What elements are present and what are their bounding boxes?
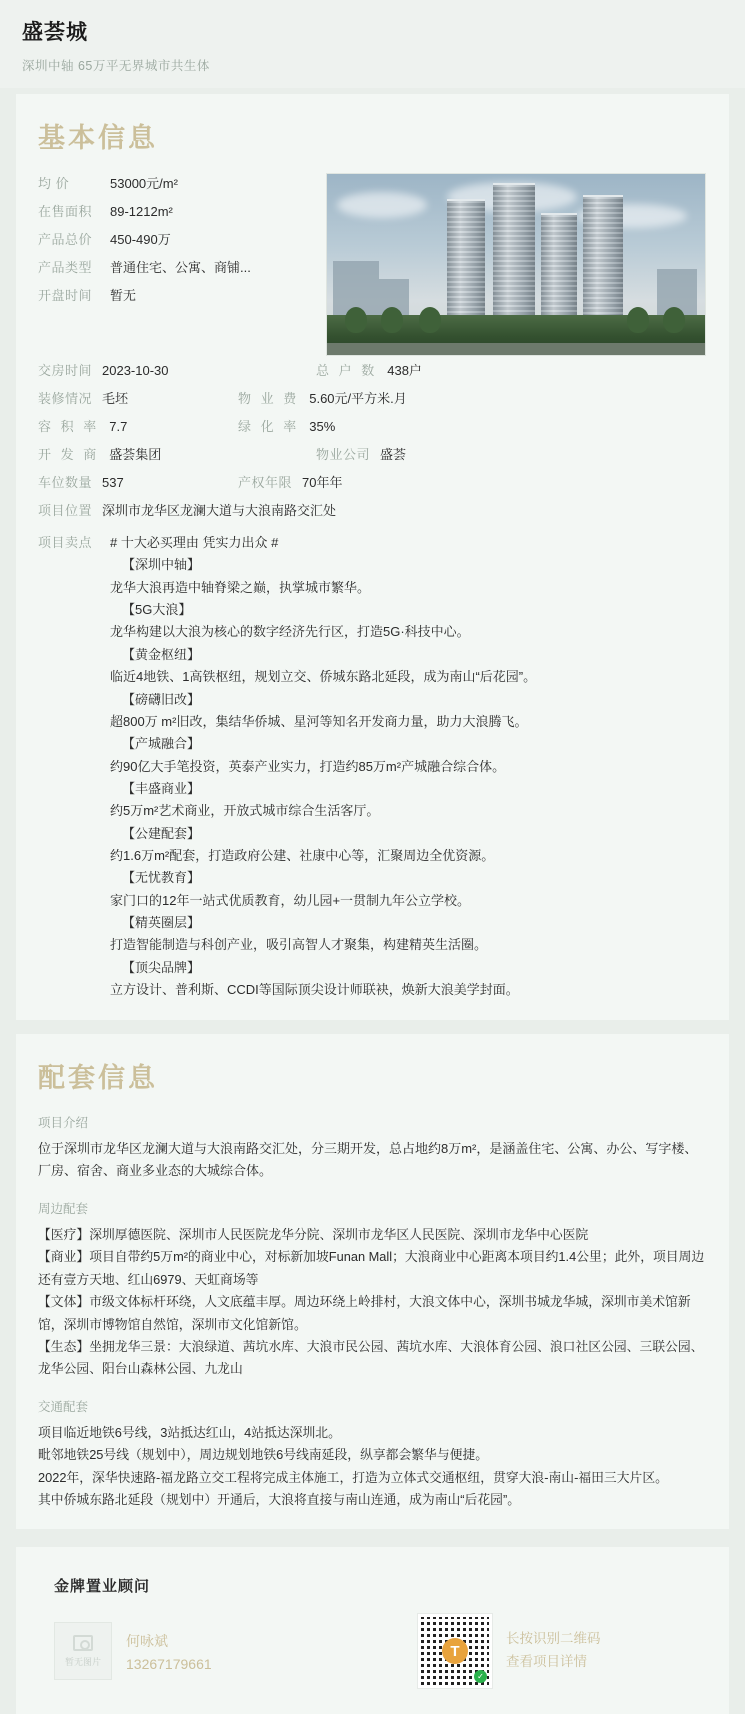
spec-label: 产品类型 (38, 260, 93, 275)
grid-item (316, 444, 516, 463)
point-tag: 【顶尖品牌】 (122, 959, 201, 975)
spec-value: 89-1212m² (110, 204, 173, 219)
point-text: 龙华构建以大浪为核心的数字经济先行区，打造5G·科技中心。 (110, 624, 470, 640)
point-text: 临近4地铁、1高铁枢纽，规划立交、侨城东路北延段，成为南山“后花园”。 (110, 669, 537, 685)
tower-shape (583, 195, 623, 317)
around-label: 周边配套 (38, 1202, 89, 1217)
selling-points-body (110, 532, 536, 1002)
grid-item (38, 500, 438, 519)
grid-label: 物 业 费 (238, 391, 300, 406)
grid-label: 产权年限 (238, 475, 293, 490)
qr-line-2: 查看项目详情 (506, 1654, 587, 1670)
around-item: 【医疗】深圳厚德医院、深圳市人民医院龙华分院、深圳市龙华区人民医院、深圳市龙华中心医院 (38, 1227, 589, 1243)
spec-value: 450-490万 (110, 232, 171, 247)
basic-spec-list (38, 173, 316, 313)
agent-footer (16, 1547, 729, 1714)
tower-shape (493, 183, 535, 317)
basic-info-card (16, 94, 729, 1020)
point-tag: 【产城融合】 (122, 736, 201, 752)
spec-row (38, 173, 316, 192)
traffic-item: 项目临近地铁6号线，3站抵达红山，4站抵达深圳北。 (38, 1424, 341, 1440)
image-icon (73, 1635, 93, 1651)
basic-top-row (38, 173, 707, 356)
section-divider (0, 1529, 745, 1537)
spec-row (38, 285, 316, 304)
grid-item (238, 416, 438, 435)
grid-value: 2023-10-30 (102, 363, 169, 378)
grid-label: 交房时间 (38, 363, 93, 378)
grid-label: 总 户 数 (316, 363, 378, 378)
point-text: 约5万m²艺术商业，开放式城市综合生活客厅。 (110, 803, 380, 819)
spec-row (38, 201, 316, 220)
basic-info-title: 基本信息 (38, 123, 158, 153)
point-text: 家门口的12年一站式优质教育，幼儿园+一贯制九年公立学校。 (110, 892, 471, 908)
point-tag: 【黄金枢纽】 (122, 646, 201, 662)
agent-block[interactable] (38, 1622, 418, 1680)
road-shape (327, 343, 705, 355)
grid-value: 537 (102, 475, 124, 490)
point-tag: 【无忧教育】 (122, 870, 201, 886)
tree-shape (419, 307, 441, 333)
grid-item (238, 388, 516, 407)
agent-section-title: 金牌置业顾问 (54, 1578, 151, 1596)
grid-label: 开 发 商 (38, 447, 100, 462)
grid-item (238, 472, 516, 491)
intro-label: 项目介绍 (38, 1115, 89, 1130)
grid-label: 容 积 率 (38, 419, 100, 434)
qr-code-icon[interactable] (418, 1614, 492, 1688)
grid-value: 70年年 (302, 475, 343, 490)
grid-value: 盛荟集团 (109, 447, 162, 462)
grid-value: 7.7 (109, 419, 128, 434)
traffic-item: 2022年，深华快速路-福龙路立交工程将完成主体施工，打造为立体式交通枢纽，贯穿大浪-南山-福田三大片区。 (38, 1469, 668, 1485)
qr-text (506, 1628, 601, 1674)
grid-item (38, 416, 238, 435)
agent-info (126, 1631, 212, 1672)
spec-value: 暂无 (110, 288, 137, 303)
agent-name: 何咏斌 (126, 1632, 168, 1649)
facility-card (16, 1034, 729, 1530)
page-title: 盛荟城 (22, 21, 88, 44)
basic-grid (38, 360, 707, 528)
grid-label: 项目位置 (38, 503, 93, 518)
page-subtitle: 深圳中轴 65万平无界城市共生体 (22, 59, 210, 73)
selling-points-label: 项目卖点 (38, 535, 93, 550)
point-text: 约90亿大手笔投资，英泰产业实力，打造约85万m²产城融合综合体。 (110, 758, 506, 774)
point-tag: 【精英圈层】 (122, 915, 201, 931)
point-tag: 【5G大浪】 (122, 602, 192, 618)
point-text: 龙华大浪再造中轴脊梁之巅，执掌城市繁华。 (110, 579, 371, 595)
grid-item (38, 444, 316, 463)
project-photo (326, 173, 706, 356)
point-tag: 【公建配套】 (122, 825, 201, 841)
tower-shape (447, 199, 485, 317)
traffic-label: 交通配套 (38, 1399, 89, 1414)
point-tag: 【深圳中轴】 (122, 557, 201, 573)
point-text: 打造智能制造与科创产业，吸引高智人才聚集，构建精英生活圈。 (110, 937, 488, 953)
grid-value: 5.60元/平方米.月 (309, 391, 407, 406)
spec-label: 产品总价 (38, 232, 93, 247)
grid-item (38, 388, 238, 407)
intro-text: 位于深圳市龙华区龙澜大道与大浪南路交汇处，分三期开发，总占地约8万m²，是涵盖住宅、公寓、办公、写字楼、厂房、宿舍、商业多业态的大城综合体。 (38, 1140, 698, 1179)
qr-logo: T (442, 1638, 468, 1664)
traffic-item: 其中侨城东路北延段（规划中）开通后，大浪将直接与南山连通，成为南山“后花园”。 (38, 1491, 521, 1507)
tree-shape (381, 307, 403, 333)
grid-value: 深圳市龙华区龙澜大道与大浪南路交汇处 (102, 503, 337, 518)
agent-row (38, 1614, 707, 1688)
point-tag: 【磅礴旧改】 (122, 691, 201, 707)
point-text: 立方设计、普利斯、CCDI等国际顶尖设计师联袂，焕新大浪美学封面。 (110, 982, 519, 998)
facility-title: 配套信息 (38, 1062, 158, 1093)
grid-label: 物业公司 (316, 447, 371, 462)
spec-value: 53000元/m² (110, 176, 178, 191)
spec-row (38, 229, 316, 248)
around-item: 【商业】项目自带约5万m²的商业中心，对标新加坡Funan Mall；大浪商业中心距离本项目约1.4公里；此外，项目周边还有壹方天地、红山6979、天虹商场等 (38, 1249, 705, 1287)
agent-phone[interactable]: 13267179661 (126, 1655, 212, 1672)
page-header (0, 0, 745, 88)
around-item: 【生态】坐拥龙华三景：大浪绿道、茜坑水库、大浪市民公园、茜坑水库、大浪体育公园、浪口社区公园、三联公园、龙华公园、阳台山森林公园、九龙山 (38, 1339, 704, 1377)
grid-label: 车位数量 (38, 475, 93, 490)
spec-label: 开盘时间 (38, 288, 93, 303)
point-text: 超800万 m²旧改，集结华侨城、星河等知名开发商力量，助力大浪腾飞。 (110, 713, 528, 729)
qr-line-1: 长按识别二维码 (506, 1631, 601, 1647)
grid-item (316, 360, 516, 379)
qr-block[interactable] (418, 1614, 601, 1688)
grid-value: 35% (309, 419, 336, 434)
grid-value: 盛荟 (380, 447, 407, 462)
around-item: 【文体】市级文体标杆环绕，人文底蕴丰厚。周边环绕上岭排村，大浪文体中心，深圳书城龙华城，深圳市美术馆新馆，深圳市博物馆自然馆，深圳市文化馆新馆。 (38, 1294, 691, 1332)
spec-label: 均 价 (38, 176, 70, 191)
agent-photo-text: 暂无图片 (64, 1656, 101, 1667)
point-text: 约1.6万m²配套，打造政府公建、社康中心等，汇聚周边全优资源。 (110, 848, 495, 864)
grid-label: 绿 化 率 (238, 419, 300, 434)
spec-value: 普通住宅、公寓、商铺... (110, 260, 251, 275)
tower-shape (541, 213, 577, 317)
selling-points-title: # 十大必买理由 凭实力出众 # (110, 535, 279, 550)
grid-value: 438户 (387, 363, 422, 378)
tree-shape (627, 307, 649, 333)
grid-item (38, 360, 316, 379)
selling-points (38, 532, 707, 1002)
cloud-shape (337, 192, 427, 218)
spec-label: 在售面积 (38, 204, 93, 219)
section-divider (0, 1020, 745, 1028)
grid-value: 毛坯 (102, 391, 129, 406)
grid-item (38, 472, 238, 491)
traffic-item: 毗邻地铁25号线（规划中），周边规划地铁6号线南延段，纵享都会繁华与便捷。 (38, 1447, 489, 1463)
spec-row (38, 257, 316, 276)
tree-shape (663, 307, 685, 333)
tree-shape (345, 307, 367, 333)
grid-label: 装修情况 (38, 391, 93, 406)
point-tag: 【丰盛商业】 (122, 780, 201, 796)
qr-verified-badge-icon: ✓ (474, 1670, 487, 1683)
agent-photo-placeholder (54, 1622, 112, 1680)
